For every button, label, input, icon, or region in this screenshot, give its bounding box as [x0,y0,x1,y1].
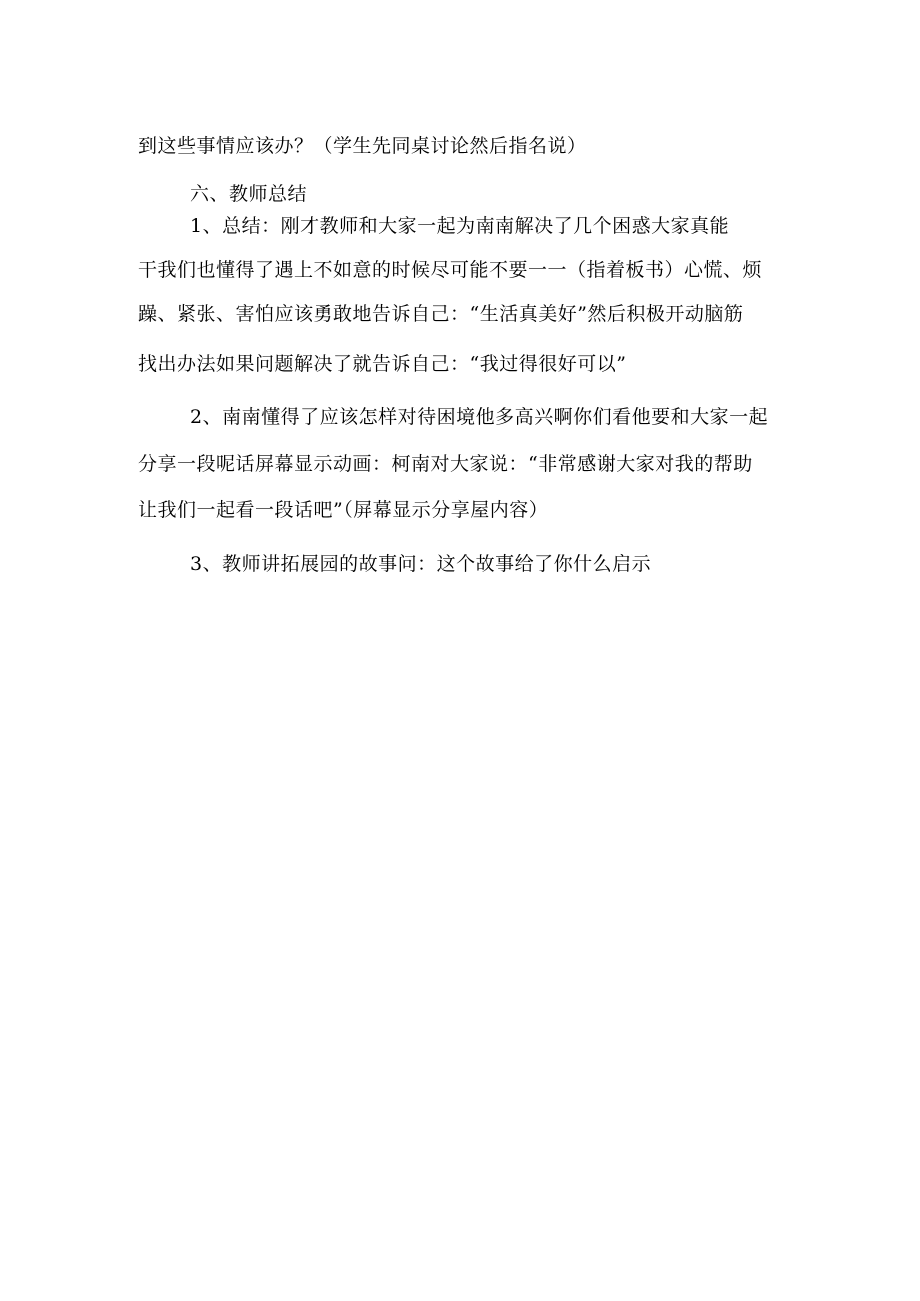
text-line: 2、南南懂得了应该怎样对待困境他多高兴啊你们看他要和大家一起 [190,406,769,428]
text-line: 让我们一起看一段话吧”（屏幕显示分享屋内容） [138,499,549,521]
section-heading: 六、教师总结 [190,183,308,205]
text-line: 分享一段呢话屏幕显示动画：柯南对大家说：“非常感谢大家对我的帮助 [138,453,753,475]
text-line: 干我们也懂得了遇上不如意的时候尽可能不要一一（指着板书）心慌、烦 [138,259,763,281]
text-line: 1、总结：刚才教师和大家一起为南南解决了几个困惑大家真能 [190,215,730,237]
text-line: 找出办法如果问题解决了就告诉自己：“我过得很好可以” [138,353,627,375]
text-line: 到这些事情应该办？（学生先同桌讨论然后指名说） [138,135,587,157]
text-line: 躁、紧张、害怕应该勇敢地告诉自己：“生活真美好”然后积极开动脑筋 [138,303,744,325]
text-line: 3、教师讲拓展园的故事问：这个故事给了你什么启示 [190,553,652,575]
